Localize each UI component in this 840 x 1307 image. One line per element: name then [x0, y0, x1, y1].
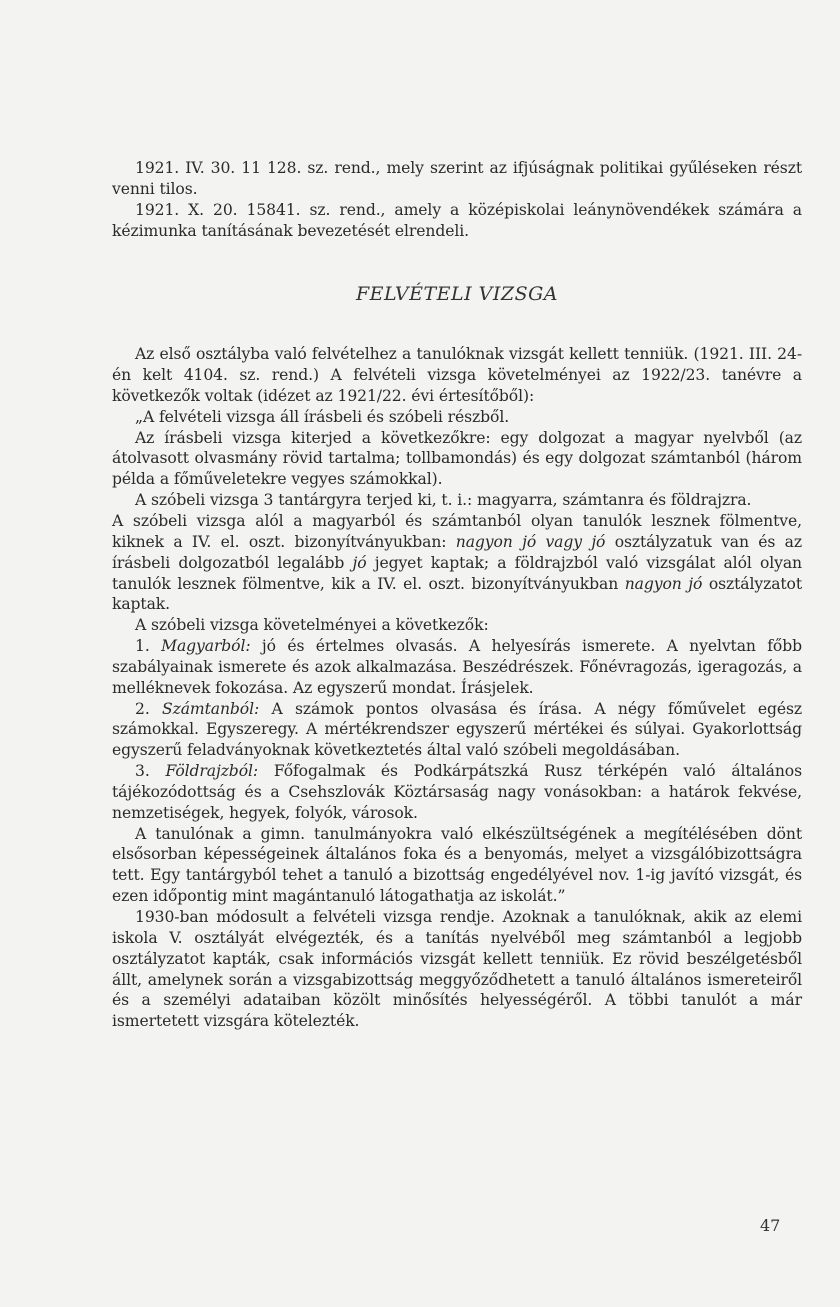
item-1-number: 1.	[135, 637, 162, 656]
item-3-text: Főfogalmak és Podkárpátszká Rusz térképén való általános tájékozódottság és a Csehszlovák Köztársaság nagy vonásokban: a határok fekvése, nemzetiségek, hegyek, folyók, városok.	[112, 762, 802, 822]
quote-p4-italic-2: jó	[352, 553, 367, 572]
quote-p4-part-d: osztályzatot kaptak.	[112, 574, 803, 614]
item-3-number: 3.	[135, 762, 166, 781]
quote-paragraph-3: A szóbeli vizsga 3 tantárgyra terjed ki, t. i.: magyarra, számtanra és földrajzra.	[135, 491, 752, 510]
quote-p4-italic-3: nagyon jó	[624, 574, 703, 593]
item-2-number: 2.	[135, 699, 163, 718]
decree-2: 1921. X. 20. 15841. sz. rend., amely a középiskolai leánynövendékek számára a kézimunka tanításának bevezetését elrendeli.	[112, 200, 802, 240]
item-2-text: A számok pontos olvasása és írása. A négy főművelet egész számokkal. Egyszeregy. A mértékrendszer egyszerű mértékei és súlyai. Gyakorlottság egyszerű feladványoknak következtetés által való szóbeli megoldásában.	[112, 699, 802, 760]
decree-1: 1921. IV. 30. 11 128. sz. rend., mely szerint az ifjúságnak politikai gyűléseken részt venni tilos.	[112, 159, 802, 198]
quote-paragraph-4	[112, 511, 802, 615]
quote-p4-part-b: osztályzatuk van és az írásbeli dolgozatból legalább	[112, 532, 802, 572]
page-number: 47	[760, 1216, 781, 1235]
requirement-item-1	[112, 636, 802, 699]
item-2-label: Számtanból:	[162, 699, 260, 718]
item-1-label: Magyarból:	[161, 637, 251, 656]
intro-paragraph: Az első osztályba való felvételhez a tanulóknak vizsgát kellett tenniük. (1921. III. 24-én kelt 4104. sz. rend.) A felvételi vizsga követelményei az 1922/23. tanévre a következők voltak (idézet az 1921/22. évi értesítőből):	[112, 345, 802, 405]
requirement-item-2	[112, 699, 802, 762]
quote-p4-italic-1: nagyon jó vagy jó	[455, 532, 606, 551]
quote-paragraph-2: Az írásbeli vizsga kiterjed a következőkre: egy dolgozat a magyar nyelvből (az átolvasott olvasmány rövid tartalma; tollbamondás) és egy dolgozat számtanból (három példa a főműveletekre vegyes számokkal).	[112, 428, 802, 489]
item-1-text: jó és értelmes olvasás. A helyesírás ismerete. A nyelvtan főbb szabályainak ismerete és azok alkalmazása. Beszédrészek. Főnévragozás, igeragozás, a melléknevek fokozása. Az egyszerű mondat. Írásjelek.	[112, 637, 802, 697]
section-heading: FELVÉTELI VIZSGA	[355, 283, 559, 306]
document-page	[112, 158, 802, 1032]
item-3-label: Földrajzból:	[165, 762, 259, 781]
quote-p4-part-a: A szóbeli vizsga alól a magyarból és számtanból olyan tanulók lesznek fölmentve, kiknek a IV. el. oszt. bizonyítványukban:	[112, 511, 802, 551]
requirement-item-3	[112, 761, 802, 824]
quote-paragraph-6: A tanulónak a gimn. tanulmányokra való elkészültségének a megítélésében dönt elsősorban képességeinek általános foka és a benyomás, melyet a vizsgálóbizottságra tett. Egy tantárgyból tehet a tanuló a bizottság engedélyével nov. 1-ig javító vizsgát, és ezen időpontig mint magántanuló látogathatja az iskolát.”	[112, 824, 802, 906]
closing-paragraph: 1930-ban módosult a felvételi vizsga rendje. Azoknak a tanulóknak, akik az elemi iskola V. osztályát elvégezték, és a tanítás nyelvéből meg számtanból a legjobb osztályzatot kapták, csak információs vizsgát kellett tenniük. Ez rövid beszélgetésből állt, amelynek során a vizsgabizottság meggyőződhetett a tanuló általános ismereteiről és a személyi adataiban közölt minősítés helyességéről. A többi tanulót a már ismertetett vizsgára kötelezték.	[112, 908, 802, 1031]
quote-paragraph-1: „A felvételi vizsga áll írásbeli és szóbeli részből.	[135, 407, 510, 426]
quote-p4-part-c: jegyet kaptak; a földrajzból való vizsgálat alól olyan tanulók lesznek fölmentve, kik a IV. el. oszt. bizonyítványukban	[112, 553, 802, 593]
quote-paragraph-5: A szóbeli vizsga követelményei a következők:	[135, 616, 489, 635]
